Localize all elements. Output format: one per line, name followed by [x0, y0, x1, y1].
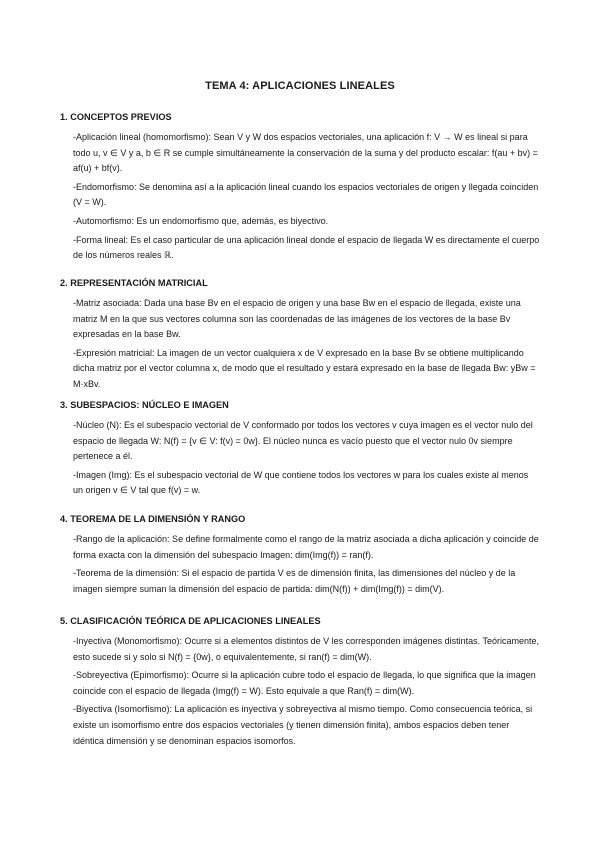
- section-subespacios: [60, 400, 540, 502]
- paragraph: -Núcleo (N): Es el subespacio vectorial de V conformado por todos los vectores v cuya imagen es el vector nulo del espacio de llegada W: N(f) = {v ∈ V: f(v) = 0w}. El núcleo nunca es vacío puesto que el vector nulo 0v siempre pertenece a él.: [73, 420, 533, 462]
- section-heading: 2. REPRESENTACIÓN MATRICIAL: [60, 278, 208, 288]
- paragraph: -Biyectiva (Isomorfismo): La aplicación es inyectiva y sobreyectiva al mismo tiempo. Como consecuencia teórica, si existe un isomorfismo entre dos espacios vectoriales (y tienen dimensión finita), ambos espacios deben tener idéntica dimensión y se denominan espacios isomorfos.: [73, 704, 533, 746]
- page-title: TEMA 4: APLICACIONES LINEALES: [205, 80, 395, 92]
- paragraph: -Rango de la aplicación: Se define formalmente como el rango de la matriz asociada a dicha aplicación y coincide de forma exacta con la dimensión del subespacio Imagen: dim(Img(f)) = ran(f).: [73, 534, 539, 560]
- paragraph: -Teorema de la dimensión: Si el espacio de partida V es de dimensión finita, las dimensiones del núcleo y de la imagen siempre suman la dimensión del espacio de partida: dim(N(f)) + dim(Img(f)) = dim(V).: [73, 568, 516, 594]
- section-teorema-dimension: [60, 514, 540, 600]
- paragraph: -Imagen (Img): Es el subespacio vectorial de W que contiene todos los vectores w para los cuales existe al menos un origen v ∈ V tal que f(v) = w.: [73, 469, 529, 496]
- section-representacion-matricial: [60, 278, 540, 396]
- section-conceptos-previos: [60, 112, 540, 267]
- section-heading: 1. CONCEPTOS PREVIOS: [60, 112, 172, 122]
- section-heading: 4. TEOREMA DE LA DIMENSIÓN Y RANGO: [60, 514, 246, 524]
- paragraph: -Matriz asociada: Dada una base Bv en el espacio de origen y una base Bw en el espacio de llegada, existe una matriz M en la que sus vectores columna son las coordenadas de las imágenes de los vectores de la base Bv expresadas en la base Bw.: [73, 298, 521, 340]
- paragraph: -Aplicación lineal (homomorfismo): Sean V y W dos espacios vectoriales, una aplicación f: V → W es lineal si para todo u, v ∈ V y a, b ∈ R se cumple simultáneamente la conservación de la suma y del producto escalar: f(au + bv) = af(u) + bf(v).: [73, 132, 538, 174]
- paragraph: -Automorfismo: Es un endomorfismo que, además, es biyectivo.: [73, 215, 329, 226]
- paragraph: -Endomorfismo: Se denomina así a la aplicación lineal cuando los espacios vectoriales de origen y llegada coinciden (V = W).: [73, 181, 539, 208]
- paragraph: -Sobreyectiva (Epimorfismo): Ocurre si la aplicación cubre todo el espacio de llegada, lo que significa que la imagen coincide con el espacio de llegada (Img(f) = W). Esto equivale a que Ran(f) = dim(W).: [73, 670, 536, 696]
- paragraph: -Forma lineal: Es el caso particular de una aplicación lineal donde el espacio de llegada W es directamente el cuerpo de los números reales ℝ.: [73, 234, 540, 261]
- section-heading: 5. CLASIFICACIÓN TEÓRICA DE APLICACIONES LINEALES: [60, 616, 321, 626]
- paragraph: -Inyectiva (Monomorfismo): Ocurre si a elementos distintos de V les corresponden imágenes distintas. Teóricamente, esto sucede si y solo si N(f) = {0w}, o equivalentemente, si ran(f) = dim(W).: [73, 636, 540, 662]
- paragraph: -Expresión matricial: La imagen de un vector cualquiera x de V expresado en la base Bv se obtiene multiplicando dicha matriz por el vector columna x, de modo que el resultado y estará expresado en la base de llegada Bw: yBw = M·xBv.: [73, 347, 536, 389]
- section-clasificacion: [60, 616, 540, 752]
- section-heading: 3. SUBESPACIOS: NÚCLEO E IMAGEN: [60, 400, 229, 410]
